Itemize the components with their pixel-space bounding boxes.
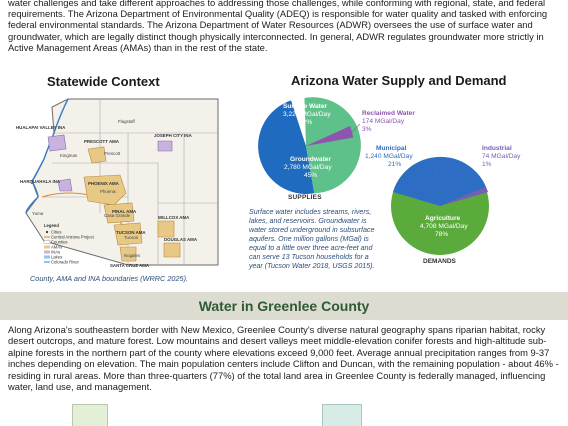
agriculture-pct: 78% (435, 231, 449, 238)
legend-cap: Central Arizona Project (51, 234, 94, 240)
surface-amount: 3,220 MGal/Day (283, 111, 331, 118)
label-casa-grande: Casa Grande (104, 213, 131, 218)
legend-colorado: Colorado River (51, 259, 79, 265)
map-title: Statewide Context (47, 74, 160, 89)
legend-counties: Counties (51, 239, 68, 245)
douglas-ama (164, 243, 180, 257)
label-nogales: Nogales (124, 253, 141, 258)
agriculture-label: Agriculture (425, 215, 461, 222)
surface-pct: 52% (299, 119, 313, 126)
reclaimed-label: Reclaimed Water (362, 110, 415, 117)
map-caption: County, AMA and INA boundaries (WRRC 2025). (30, 274, 189, 283)
county-map-right (322, 404, 362, 426)
industrial-label: Industrial (482, 145, 512, 152)
groundwater-pct: 45% (304, 172, 318, 179)
legend-title: Legend (44, 223, 59, 228)
reclaimed-pct: 3% (362, 126, 372, 133)
municipal-amount: 1,240 MGal/Day (365, 153, 413, 160)
arizona-map (8, 93, 230, 271)
county-map-left (72, 404, 108, 426)
willcox-ama (158, 221, 174, 237)
hualapai-ina (48, 135, 66, 151)
supply-note: Surface water includes streams, rivers, lakes, and reservoirs. Groundwater is water stored underground in subsurface aquifers. One million gallons (MGal) is equal to a little over three acre-feet and can serve 13 Tucson households for a year (Tucson Water 2018, USGS 2015). (249, 208, 375, 270)
joseph-city-ina (158, 141, 172, 151)
reclaimed-amount: 174 MGal/Day (362, 118, 405, 125)
municipal-label: Municipal (376, 145, 407, 152)
harquahala-ina (58, 179, 72, 191)
label-prescott: Prescott (104, 151, 121, 156)
label-phoenix: Phoenix (100, 189, 116, 194)
agriculture-amount: 4,708 MGal/Day (420, 223, 468, 230)
label-pinal-ama: PINAL AMA (112, 209, 137, 214)
label-santa-cruz-ama: SANTA CRUZ AMA (110, 263, 150, 268)
label-joseph-city: JOSEPH CITY INA (154, 133, 192, 138)
industrial-amount: 74 MGal/Day (482, 153, 521, 160)
municipal-pct: 21% (388, 161, 402, 168)
label-phoenix-ama: PHOENIX AMA (88, 181, 119, 186)
supply-title: Arizona Water Supply and Demand (291, 73, 507, 88)
label-hualapai: HUALAPAI VALLEY INA (16, 125, 66, 130)
groundwater-label: Groundwater (290, 156, 332, 163)
industrial-pct: 1% (482, 161, 492, 168)
label-yuma: Yuma (32, 211, 44, 216)
label-kingman: Kingman (60, 153, 78, 158)
label-tucson: Tucson (124, 235, 139, 240)
legend-cities: Cities (51, 229, 62, 235)
label-willcox-ama: WILLCOX AMA (158, 215, 190, 220)
label-douglas-ama: DOUGLAS AMA (164, 237, 198, 242)
label-flagstaff: Flagstaff (118, 119, 135, 124)
demands-label: DEMANDS (423, 258, 456, 263)
legend-amas: AMAs (51, 244, 63, 250)
section-title: Water in Greenlee County (198, 298, 370, 314)
label-tucson-ama: TUCSON AMA (116, 230, 146, 235)
legend-lakes: Lakes (51, 254, 63, 260)
demands-pie (391, 157, 489, 255)
surface-label: Surface Water (283, 103, 328, 110)
county-paragraph: Along Arizona's southeastern border with New Mexico, Greenlee County's diverse natural geography spans riparian habitat, rocky desert outcrops, and mature forest. Low mountains and desert valleys meet middle-elevation conifer forests and high-altitude sub-alpine forests in the northern part of the county where elevations exceed 9,000 feet. Average annual precipitation ranges from 9-37 inches depending on elevation. The main population centers include Clifton and Duncan, with the remaining population - about 46% - residing in rural areas. More than three-quarters (77%) of the total land area in Greenlee County is federally managed, influencing water, land use, and management. (8, 324, 559, 393)
legend-inas: INAs (51, 249, 61, 255)
label-harquahala: HARQUAHALA INA (20, 179, 61, 184)
intro-paragraph: water challenges and take different approaches to addressing those challenges, while conforming with regional, state, and federal requirements. The Arizona Department of Environmental Quality (ADEQ) is responsible for water quality and tasked with enforcing federal environmental standards. The Arizona Department of Water Resources (ADWR) oversees the use of surface water and groundwater, which are legally distinct though physically interconnected. In general, ADWR regulates groundwater more strictly in Active Management Areas (AMAs) than in the rest of the state. (8, 0, 548, 53)
groundwater-amount: 2,780 MGal/Day (284, 164, 332, 171)
label-prescott-ama: PRESCOTT AMA (84, 139, 119, 144)
supplies-label: SUPPLIES (288, 194, 322, 201)
